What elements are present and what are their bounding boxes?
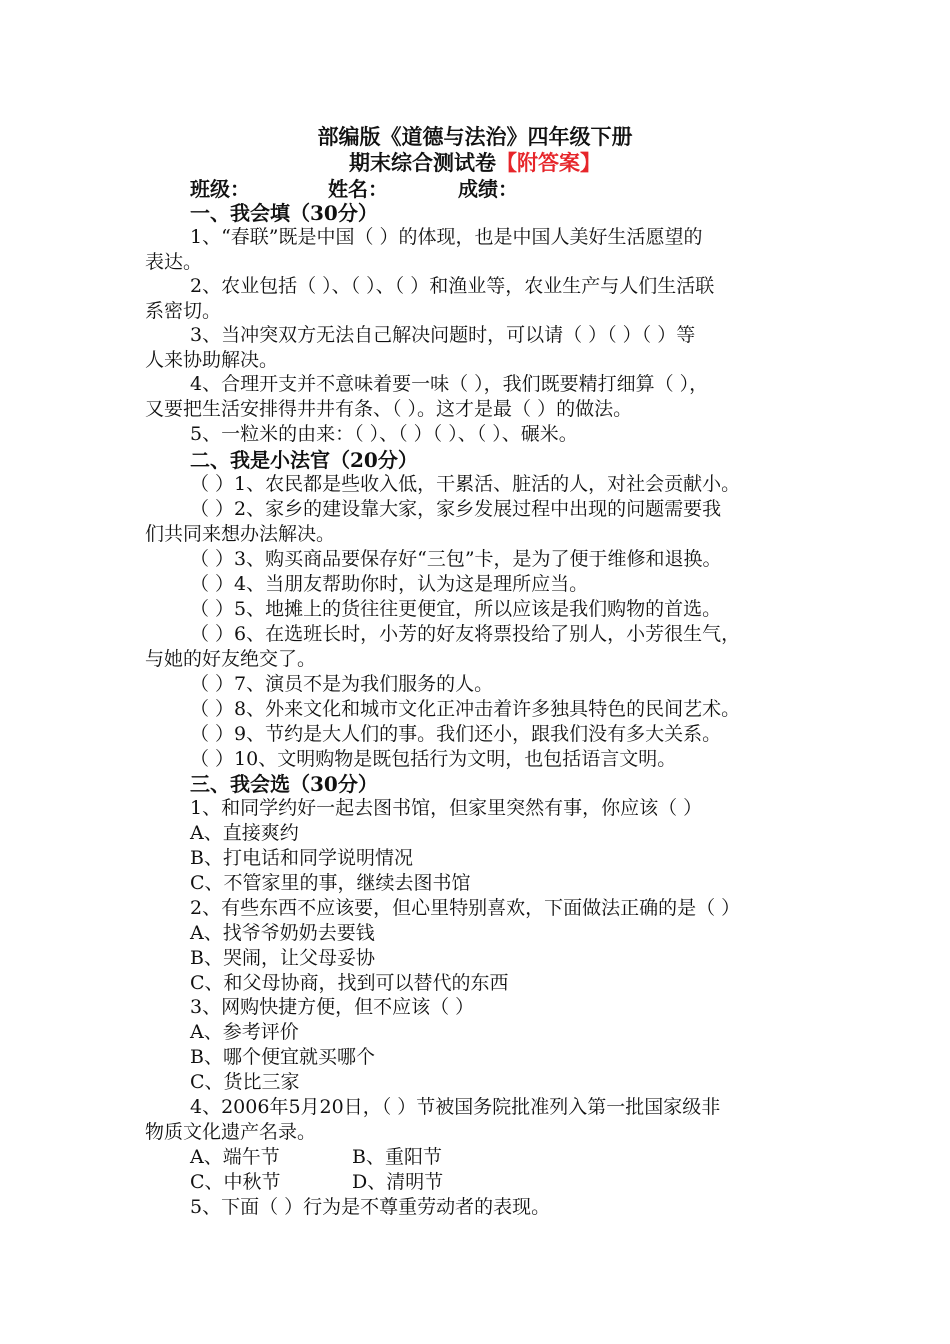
judge-item-6: （ ）6、在选班长时，小芳的好友将票投给了别人，小芳很生气， [190,623,741,645]
choice-question-4-cont: 物质文化遗产名录。 [145,1121,317,1143]
judge-item-6-cont: 与她的好友绝交了。 [145,648,317,670]
fill-question-4-cont: 又要把生活安排得井井有条、（ ）。这才是最（ ）的做法。 [145,398,633,420]
fill-question-1-cont: 表达。 [145,251,203,273]
exam-title-line2 [0,150,950,176]
choice-question-5: 5、下面（ ）行为是不尊重劳动者的表现。 [190,1196,551,1218]
fill-question-4: 4、合理开支并不意味着要一味（ ），我们既要精打细算（ ）， [190,373,709,395]
judge-item-1: （ ）1、农民都是些收入低，干累活、脏活的人，对社会贡献小。 [190,473,741,495]
judge-item-5: （ ）5、地摊上的货往往更便宜，所以应该是我们购物的首选。 [190,598,722,620]
choice-1-option-c: C、不管家里的事，继续去图书馆 [190,872,471,894]
judge-item-7: （ ）7、演员不是为我们服务的人。 [190,673,494,695]
fill-question-5: 5、一粒米的由来：（ ）、（ ）（ ）、（ ）、碾米。 [190,423,578,445]
judge-item-10: （ ）10、文明购物是既包括行为文明，也包括语言文明。 [190,748,677,770]
exam-title-main: 期末综合测试卷 [349,150,496,175]
judge-item-4: （ ）4、当朋友帮助你时，认为这是理所应当。 [190,573,589,595]
choice-4-option-d: D、清明节 [352,1171,444,1193]
judge-item-3: （ ）3、购买商品要保存好“三包”卡，是为了便于维修和退换。 [190,548,722,570]
fill-question-2: 2、农业包括（ ）、（ ）、（ ）和渔业等，农业生产与人们生活联 [190,275,715,297]
section2-heading: 二、我是小法官（20分） [190,448,418,472]
choice-3-option-a: A、参考评价 [190,1021,299,1043]
choice-3-option-c: C、货比三家 [190,1071,300,1093]
answer-key-tag: 【附答案】 [496,150,601,175]
class-label: 班级： [190,177,250,201]
choice-1-option-a: A、直接爽约 [190,822,299,844]
choice-4-option-b: B、重阳节 [352,1146,442,1168]
choice-2-option-c: C、和父母协商，找到可以替代的东西 [190,972,509,994]
section3-heading: 三、我会选（30分） [190,772,378,796]
choice-1-option-b: B、打电话和同学说明情况 [190,847,413,869]
choice-question-4: 4、2006年5月20日，（ ）节被国务院批准列入第一批国家级非 [190,1096,721,1118]
choice-question-1: 1、和同学约好一起去图书馆，但家里突然有事，你应该（ ） [190,797,703,819]
choice-question-3: 3、网购快捷方便，但不应该（ ） [190,996,475,1018]
fill-question-1: 1、“春联”既是中国（ ）的体现，也是中国人美好生活愿望的 [190,226,703,248]
fill-question-3: 3、当冲突双方无法自己解决问题时，可以请（ ）（ ）（ ）等 [190,324,696,346]
fill-question-2-cont: 系密切。 [145,300,222,322]
choice-4-option-a: A、端午节 [190,1146,280,1168]
score-label: 成绩： [458,177,518,201]
choice-question-2: 2、有些东西不应该要，但心里特别喜欢，下面做法正确的是（ ） [190,897,741,919]
choice-3-option-b: B、哪个便宜就买哪个 [190,1046,375,1068]
judge-item-8: （ ）8、外来文化和城市文化正冲击着许多独具特色的民间艺术。 [190,698,741,720]
choice-2-option-a: A、找爷爷奶奶去要钱 [190,922,375,944]
name-label: 姓名： [328,177,388,201]
fill-question-3-cont: 人来协助解决。 [145,349,279,371]
judge-item-2-cont: 们共同来想办法解决。 [145,523,336,545]
section1-heading: 一、我会填（30分） [190,201,378,225]
exam-title-line1: 部编版《道德与法治》四年级下册 [317,124,633,149]
judge-item-9: （ ）9、节约是大人们的事。我们还小，跟我们没有多大关系。 [190,723,722,745]
choice-4-option-c: C、中秋节 [190,1171,281,1193]
judge-item-2: （ ）2、家乡的建设靠大家，家乡发展过程中出现的问题需要我 [190,498,722,520]
choice-2-option-b: B、哭闹，让父母妥协 [190,947,375,969]
